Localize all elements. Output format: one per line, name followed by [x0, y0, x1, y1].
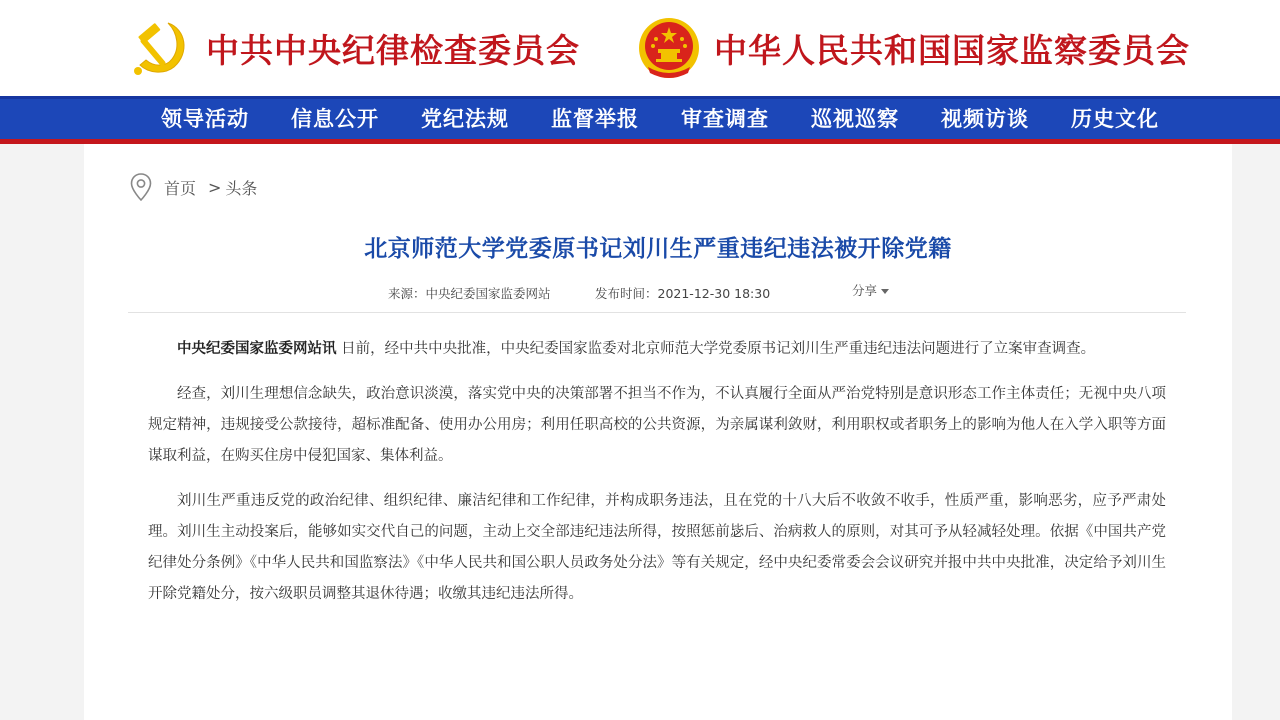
breadcrumb-separator: > [208, 177, 222, 197]
site-header [0, 0, 1280, 96]
nav-items [140, 99, 1180, 139]
share-label: 分享 [852, 283, 878, 298]
nav-item-history[interactable]: 历史文化 [1071, 106, 1159, 131]
article-paragraph-2: 经查，刘川生理想信念缺失，政治意识淡漠，落实党中央的决策部署不担当不作为，不认真履行全面从严治党特别是意识形态工作主体责任；无视中央八项规定精神，违规接受公款接待，超标准配备、使用办公用房；利用任职高校的公共资源，为亲属谋利敛财，利用职权或者职务上的影响为他人在入学入职等方面谋取利益，在购买住房中侵犯国家、集体利益。 [148, 386, 1166, 464]
share-button[interactable] [852, 281, 889, 299]
article-paragraph-1 [148, 334, 1166, 365]
main-nav [0, 96, 1280, 139]
breadcrumb-current[interactable]: 头条 [225, 178, 258, 198]
article-source: 来源：中央纪委国家监委网站 [388, 286, 551, 301]
breadcrumb [130, 172, 257, 202]
nav-item-inspection[interactable]: 巡视巡察 [811, 106, 899, 131]
meta-divider [128, 312, 1186, 313]
hammer-sickle-icon [128, 15, 194, 81]
article-publish-time: 发布时间：2021-12-30 18:30 [595, 286, 771, 301]
lead-text: 日前，经中共中央批准，中央纪委国家监委对北京师范大学党委原书记刘川生严重违纪违法问题进行了立案审查调查。 [336, 341, 1096, 357]
breadcrumb-home-link[interactable]: 首页 [164, 178, 197, 198]
caret-down-icon [881, 289, 889, 294]
article-title: 北京师范大学党委原书记刘川生严重违纪违法被开除党籍 [364, 236, 952, 262]
article-body [148, 334, 1166, 624]
national-emblem-icon [636, 15, 702, 81]
nav-item-report[interactable]: 监督举报 [551, 106, 639, 131]
article-container [84, 144, 1232, 720]
nsc-logo-link[interactable] [636, 0, 1190, 96]
nav-item-investigation[interactable]: 审查调查 [681, 106, 769, 131]
ccdi-title: 中共中央纪律检查委员会 [206, 30, 580, 70]
lead-source: 中央纪委国家监委网站讯 [177, 341, 337, 357]
article-meta [84, 284, 1232, 304]
ccdi-logo-link[interactable] [128, 0, 580, 96]
nsc-title: 中华人民共和国国家监察委员会 [714, 30, 1190, 70]
nav-item-video[interactable]: 视频访谈 [941, 106, 1029, 131]
nav-item-leadership[interactable]: 领导活动 [161, 106, 249, 131]
location-pin-icon [130, 173, 152, 201]
article-paragraph-3: 刘川生严重违反党的政治纪律、组织纪律、廉洁纪律和工作纪律，并构成职务违法，且在党的十八大后不收敛不收手，性质严重，影响恶劣，应予严肃处理。刘川生主动投案后，能够如实交代自己的问题，主动上交全部违纪违法所得，按照惩前毖后、治病救人的原则，对其可予从轻减轻处理。依据《中国共产党纪律处分条例》《中华人民共和国监察法》《中华人民共和国公职人员政务处分法》等有关规定，经中央纪委常委会会议研究并报中共中央批准，决定给予刘川生开除党籍处分，按六级职员调整其退休待遇；收缴其违纪违法所得。 [148, 493, 1166, 602]
nav-item-info-disclosure[interactable]: 信息公开 [291, 106, 379, 131]
nav-item-regulations[interactable]: 党纪法规 [421, 106, 509, 131]
